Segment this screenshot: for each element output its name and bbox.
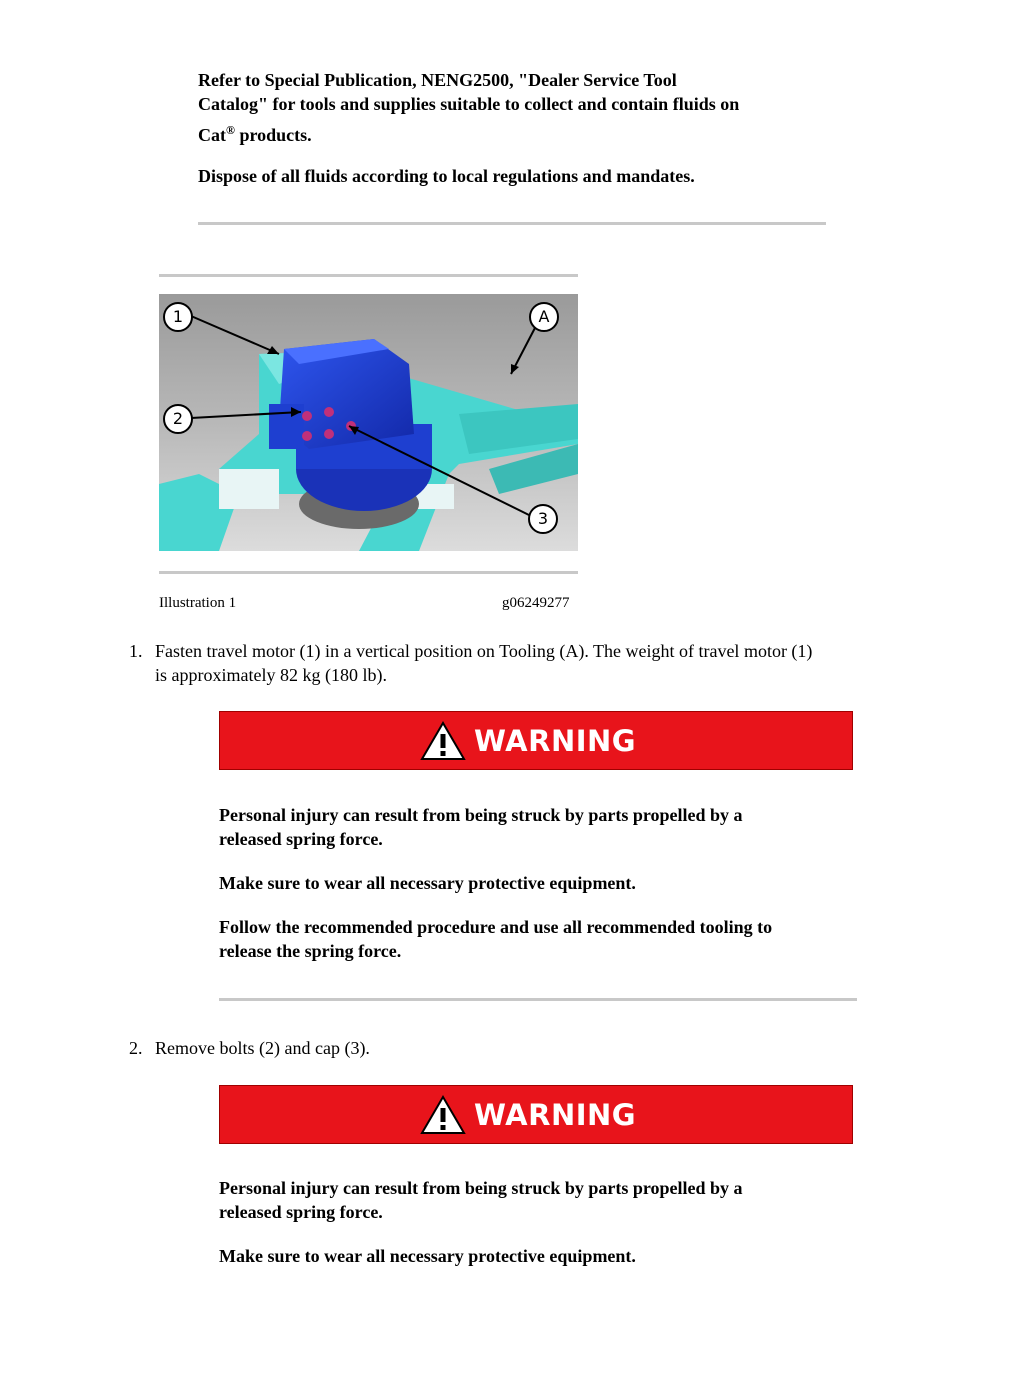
step-1 bbox=[129, 639, 929, 689]
step-2 bbox=[129, 1036, 929, 1062]
illustration-image bbox=[159, 294, 578, 551]
intro-paragraph bbox=[198, 68, 838, 147]
step-number: 1. bbox=[129, 641, 143, 661]
step-number: 2. bbox=[129, 1038, 143, 1058]
warning-banner bbox=[219, 1085, 853, 1144]
step-text: Fasten travel motor (1) in a vertical position on Tooling (A). The weight of travel motor (1) is approximately 82 kg (180 lb). bbox=[155, 641, 813, 685]
divider bbox=[198, 222, 826, 225]
warning-banner bbox=[219, 711, 853, 770]
figure-caption: Illustration 1 bbox=[159, 595, 237, 611]
callout-2: 2 bbox=[163, 404, 193, 434]
step-text: Remove bolts (2) and cap (3). bbox=[155, 1038, 370, 1058]
warning-triangle-icon bbox=[420, 1095, 466, 1135]
dispose-paragraph: Dispose of all fluids according to local regulations and mandates. bbox=[198, 166, 695, 186]
warning-divider bbox=[219, 998, 857, 1001]
intro-line-2: Catalog" for tools and supplies suitable to collect and contain fluids on bbox=[198, 94, 740, 114]
figure-top-rule bbox=[159, 274, 578, 277]
warning-text-2: Make sure to wear all necessary protective equipment. bbox=[219, 873, 636, 893]
warning-text-1: Personal injury can result from being struck by parts propelled by a released spring force. bbox=[219, 805, 743, 849]
callout-a: A bbox=[529, 302, 559, 332]
callout-3: 3 bbox=[528, 504, 558, 534]
callout-1: 1 bbox=[163, 302, 193, 332]
intro-line-1: Refer to Special Publication, NENG2500, "Dealer Service Tool bbox=[198, 70, 677, 90]
warning-triangle-icon bbox=[420, 721, 466, 761]
figure-bottom-rule bbox=[159, 571, 578, 574]
warning-text-2: Make sure to wear all necessary protective equipment. bbox=[219, 1246, 636, 1266]
warning-label: WARNING bbox=[474, 724, 637, 758]
warning-text-3: Follow the recommended procedure and use all recommended tooling to release the spring force. bbox=[219, 917, 773, 961]
registered-mark: ® bbox=[226, 123, 235, 137]
warning-text-1: Personal injury can result from being struck by parts propelled by a released spring force. bbox=[219, 1178, 743, 1222]
figure-code: g06249277 bbox=[502, 595, 570, 611]
warning-label: WARNING bbox=[474, 1098, 637, 1132]
intro-line-3: Cat® products. bbox=[198, 123, 312, 145]
